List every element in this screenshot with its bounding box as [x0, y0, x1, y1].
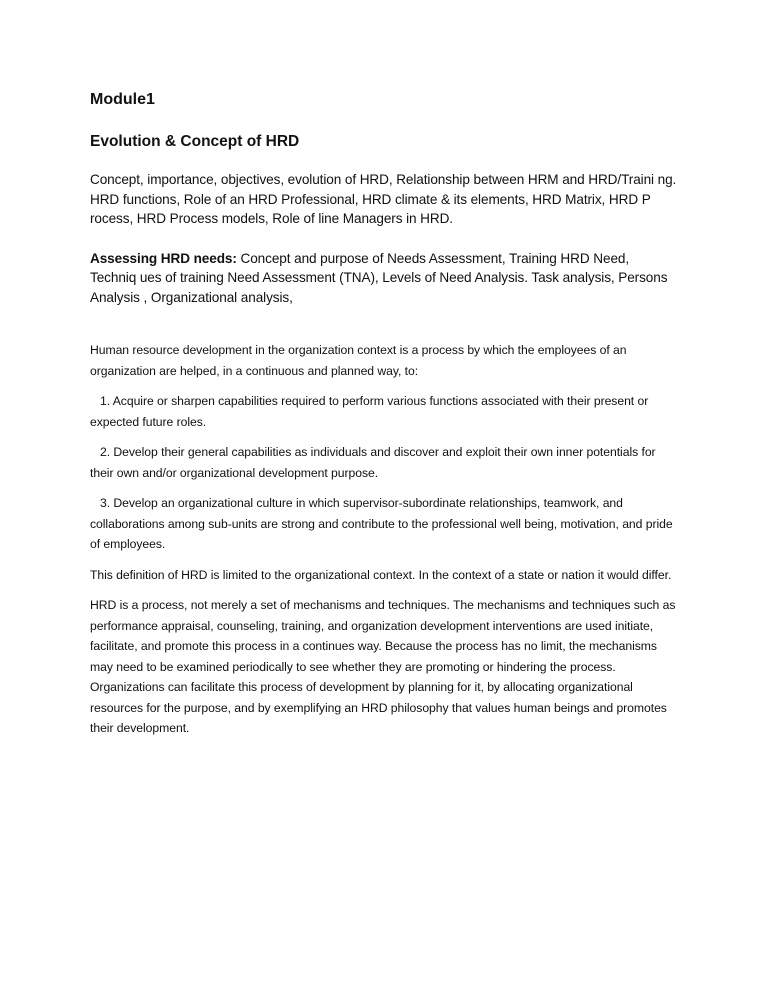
syllabus-topics: Concept, importance, objectives, evolution of HRD, Relationship between HRM and HRD/Traini ng. HRD functions, Role of an HRD Professional, HRD climate & its elements, HRD Matrix, HRD P rocess, HRD Process models, Role of line Managers in HRD.	[90, 172, 677, 226]
hrd-point-1: 1. Acquire or sharpen capabilities required to perform various functions associated with their present or expected future roles.	[90, 394, 649, 429]
definition-note-paragraph: This definition of HRD is limited to the organizational context. In the context of a state or nation it would differ.	[90, 567, 672, 582]
syllabus-needs-assessment	[90, 249, 678, 308]
needs-assessment-heading: Assessing HRD needs:	[90, 250, 237, 266]
hrd-point-2: 2. Develop their general capabilities as individuals and discover and exploit their own inner potentials for their own and/or organizational development purpose.	[90, 445, 656, 480]
needs-assessment-text: Concept and purpose of Needs Assessment, Training HRD Need, Techniq ues of training Need Assessment (TNA), Levels of Need Analysis. Task analysis, Persons Analysis , Organizational analysis,	[90, 250, 668, 305]
section-title: Evolution & Concept of HRD	[90, 133, 300, 150]
hrd-intro-paragraph: Human resource development in the organization context is a process by which the employees of an organization are helped, in a continuous and planned way, to:	[90, 343, 627, 378]
hrd-process-paragraph: HRD is a process, not merely a set of mechanisms and techniques. The mechanisms and techniques such as performance appraisal, counseling, training, and organization development interventions are used initiate, facilitate, and promote this process in a continues way. Because the process has no limit, the mechanisms may need to be examined periodically to see whether they are promoting or hindering the process. Organizations can facilitate this process of development by planning for it, by allocating organizational resources for the purpose, and by exemplifying an HRD philosophy that values human beings and promotes their development.	[90, 598, 676, 735]
hrd-point-3: 3. Develop an organizational culture in which supervisor-subordinate relationships, teamwork, and collaborations among sub-units are strong and contribute to the professional well being, motivation, and pride of employees.	[90, 496, 673, 551]
document-content	[90, 88, 678, 739]
module-title: Module1	[90, 91, 155, 108]
